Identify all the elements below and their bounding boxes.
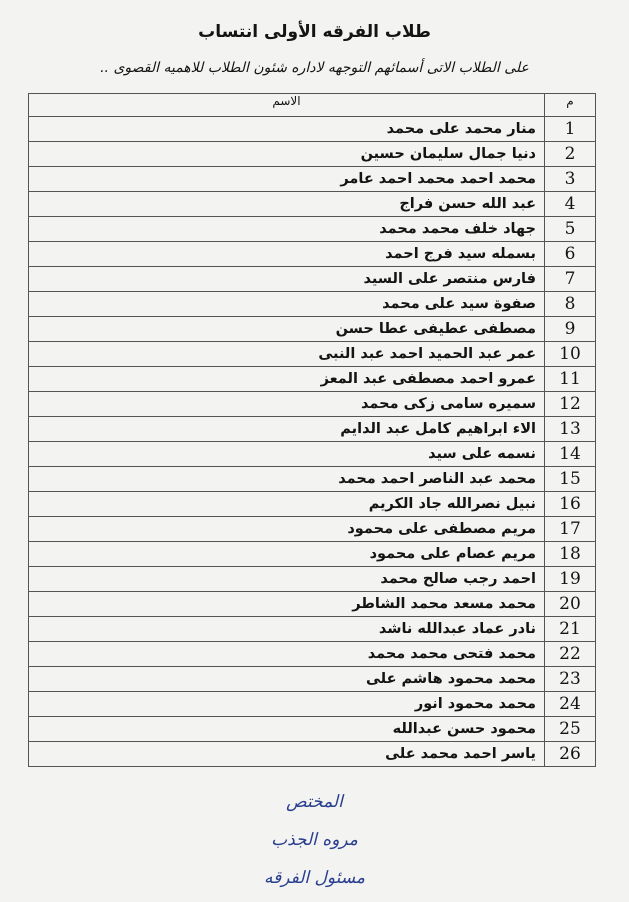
row-number: 12 xyxy=(545,392,596,417)
student-name: نبيل نصرالله جاد الكريم xyxy=(29,492,545,517)
row-number: 9 xyxy=(545,317,596,342)
student-name: نسمه على سيد xyxy=(29,442,545,467)
header-number: م xyxy=(545,94,596,117)
student-name: ياسر احمد محمد على xyxy=(29,742,545,767)
table-row xyxy=(29,567,596,592)
row-number: 25 xyxy=(545,717,596,742)
student-name: محمود حسن عبدالله xyxy=(29,717,545,742)
student-name: مصطفى عطيفى عطا حسن xyxy=(29,317,545,342)
row-number: 21 xyxy=(545,617,596,642)
student-name: محمد عبد الناصر احمد محمد xyxy=(29,467,545,492)
student-name: دنيا جمال سليمان حسين xyxy=(29,142,545,167)
page-subtitle: على الطلاب الاتى أسمائهم التوجهه لاداره شئون الطلاب للاهميه القصوى .. xyxy=(100,60,529,76)
student-name: عمر عبد الحميد احمد عبد النبى xyxy=(29,342,545,367)
table-header-row xyxy=(29,94,596,117)
student-name: سميره سامى زكى محمد xyxy=(29,392,545,417)
header-name: الاسم xyxy=(29,94,545,117)
signature-line-2: مروه الجذب xyxy=(271,830,358,850)
table-row xyxy=(29,667,596,692)
row-number: 17 xyxy=(545,517,596,542)
table-row xyxy=(29,267,596,292)
row-number: 15 xyxy=(545,467,596,492)
student-name: منار محمد على محمد xyxy=(29,117,545,142)
table-row xyxy=(29,217,596,242)
row-number: 7 xyxy=(545,267,596,292)
student-name: مريم مصطفى على محمود xyxy=(29,517,545,542)
row-number: 13 xyxy=(545,417,596,442)
signature-line-1: المختص xyxy=(286,792,343,812)
row-number: 19 xyxy=(545,567,596,592)
row-number: 6 xyxy=(545,242,596,267)
table-row xyxy=(29,117,596,142)
row-number: 3 xyxy=(545,167,596,192)
table-row xyxy=(29,492,596,517)
table-row xyxy=(29,442,596,467)
row-number: 23 xyxy=(545,667,596,692)
table-row xyxy=(29,367,596,392)
table-row xyxy=(29,242,596,267)
table-row xyxy=(29,142,596,167)
student-name: محمد فتحى محمد محمد xyxy=(29,642,545,667)
row-number: 1 xyxy=(545,117,596,142)
row-number: 10 xyxy=(545,342,596,367)
table-row xyxy=(29,542,596,567)
row-number: 16 xyxy=(545,492,596,517)
student-name: صفوة سيد على محمد xyxy=(29,292,545,317)
table-row xyxy=(29,192,596,217)
table-row xyxy=(29,742,596,767)
table-row xyxy=(29,617,596,642)
row-number: 18 xyxy=(545,542,596,567)
student-name: محمد مسعد محمد الشاطر xyxy=(29,592,545,617)
signature-line-3: مسئول الفرقه xyxy=(263,868,366,888)
student-name: محمد احمد محمد احمد عامر xyxy=(29,167,545,192)
row-number: 20 xyxy=(545,592,596,617)
students-table xyxy=(28,93,596,767)
table-row xyxy=(29,642,596,667)
table-row xyxy=(29,717,596,742)
student-name: محمد محمود هاشم على xyxy=(29,667,545,692)
table-row xyxy=(29,467,596,492)
table-row xyxy=(29,517,596,542)
table-row xyxy=(29,342,596,367)
student-name: احمد رجب صالح محمد xyxy=(29,567,545,592)
row-number: 26 xyxy=(545,742,596,767)
table-row xyxy=(29,317,596,342)
table-row xyxy=(29,292,596,317)
table-row xyxy=(29,392,596,417)
student-name: الاء ابراهيم كامل عبد الدايم xyxy=(29,417,545,442)
row-number: 5 xyxy=(545,217,596,242)
table-row xyxy=(29,417,596,442)
row-number: 11 xyxy=(545,367,596,392)
student-name: مريم عصام على محمود xyxy=(29,542,545,567)
student-name: جهاد خلف محمد محمد xyxy=(29,217,545,242)
student-name: محمد محمود انور xyxy=(29,692,545,717)
row-number: 24 xyxy=(545,692,596,717)
table-row xyxy=(29,592,596,617)
student-name: بسمله سيد فرج احمد xyxy=(29,242,545,267)
student-name: عمرو احمد مصطفى عبد المعز xyxy=(29,367,545,392)
student-name: نادر عماد عبدالله ناشد xyxy=(29,617,545,642)
student-name: فارس منتصر على السيد xyxy=(29,267,545,292)
row-number: 4 xyxy=(545,192,596,217)
table-row xyxy=(29,167,596,192)
table-row xyxy=(29,692,596,717)
row-number: 14 xyxy=(545,442,596,467)
row-number: 22 xyxy=(545,642,596,667)
student-name: عبد الله حسن فراج xyxy=(29,192,545,217)
row-number: 8 xyxy=(545,292,596,317)
page-title: طلاب الفرقه الأولى انتساب xyxy=(198,22,431,42)
row-number: 2 xyxy=(545,142,596,167)
